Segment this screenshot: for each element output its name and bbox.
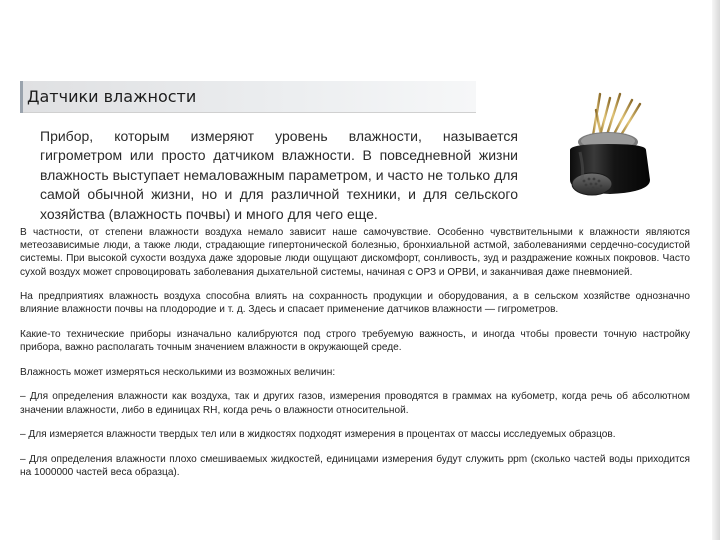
sensor-image-icon [540, 80, 680, 215]
paragraph: На предприятиях влажность воздуха способна влиять на сохранность продукции и оборудования, а в сельском хозяйстве однозначно влияние влажности почвы на плодородие и т. д. Здесь и спасает применение датчиков влажности — гигрометров. [20, 291, 690, 316]
paragraph: – Для измеряется влажности твердых тел или в жидкостях подходят измерения в процентах от массы исследуемых образцов. [20, 429, 616, 441]
intro-text: Прибор, которым измеряют уровень влажности, называется гигрометром или просто датчиком влажности. В повседневной жизни влажность выступает немаловажным параметром, и часто не только для самой обычной жизни, но и для различной техники, и для сельского хозяйства (влажность почвы) и много для чего еще. [40, 128, 518, 222]
title-accent [20, 81, 23, 113]
humidity-sensor-photo [540, 80, 680, 215]
body-text [20, 226, 690, 491]
paragraph: Какие-то технические приборы изначально калибруются под строго требуемую важность, и иногда чтобы провести точную настройку прибора, важно располагать точным значением влажности в окружающей среде. [20, 329, 690, 354]
paragraph: В частности, от степени влажности воздуха немало зависит наше самочувствие. Особенно чувствительными к влажности являются метеозависимые люди, а также люди, страдающие гипертонической болезнью, бронхиальной астмой, заболеваниями сердечно-сосудистой системы. При высокой сухости воздуха даже здоровые люди ощущают дискомфорт, сонливость, зуд и раздражение кожных покровов. Часто сухой воздух может спровоцировать заболевания дыхательной системы, начиная с ОРЗ и ОРВИ, и заканчивая даже пневмонией. [20, 227, 690, 278]
slide-edge [712, 0, 720, 540]
paragraph: Влажность может измеряться несколькими из возможных величин: [20, 366, 336, 378]
slide-title: Датчики влажности [27, 87, 197, 106]
paragraph: – Для определения влажности плохо смешиваемых жидкостей, единицами измерения будут служить ppm (сколько частей воды приходится на 1000000 частей веса образца). [20, 453, 690, 478]
paragraph: – Для определения влажности как воздуха, так и других газов, измерения проводятся в граммах на кубометр, когда речь об абсолютном значении влажности, либо в единицах RH, когда речь о влажности относительной. [20, 391, 690, 416]
